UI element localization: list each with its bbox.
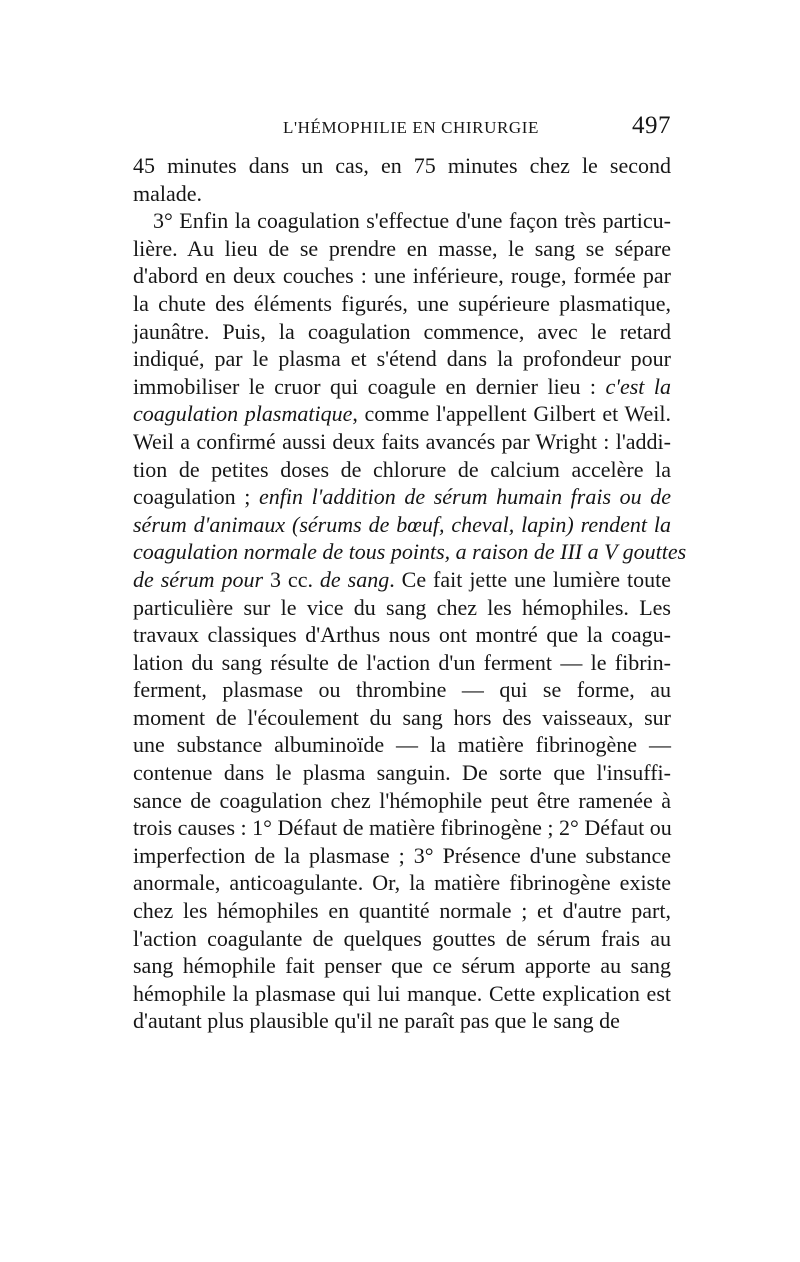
text-run: trois causes : 1° Défaut de matière fibrinogène ; 2° Défaut ou	[133, 815, 672, 841]
text-run: . Ce fait jette une lumière toute	[389, 566, 671, 592]
text-run: jaunâtre. Puis, la coagulation commence, avec le retard	[133, 318, 671, 344]
text-line	[133, 290, 671, 318]
text-line	[133, 980, 671, 1008]
text-run: indiqué, par le plasma et s'étend dans la profondeur pour	[133, 346, 671, 372]
text-line	[133, 538, 687, 566]
text-line	[133, 925, 671, 953]
text-run: malade.	[133, 180, 203, 206]
text-line	[133, 869, 671, 897]
text-line	[133, 594, 671, 622]
text-line	[133, 787, 671, 815]
text-run: ferment, plasmase ou thrombine — qui se forme, au	[133, 677, 671, 703]
text-line	[133, 1007, 671, 1035]
text-line	[133, 814, 671, 842]
text-run: 3 cc.	[269, 566, 320, 592]
running-title: L'HÉMOPHILIE EN CHIRURGIE	[283, 118, 540, 137]
text-run: moment de l'écoulement du sang hors des vaisseaux, sur	[133, 704, 671, 730]
text-line	[133, 456, 671, 484]
text-line	[133, 400, 671, 428]
text-line	[133, 649, 671, 677]
text-run: coagulation ;	[133, 484, 259, 510]
text-run: imperfection de la plasmase ; 3° Présence d'une substance	[133, 842, 671, 868]
text-line	[133, 621, 671, 649]
page-number: 497	[632, 112, 671, 139]
text-line	[133, 428, 671, 456]
text-run: Weil a confirmé aussi deux faits avancés par Wright : l'addi-	[133, 428, 671, 454]
running-head	[133, 112, 671, 140]
text-run: sance de coagulation chez l'hémophile peut être ramenée à	[133, 787, 671, 813]
text-line	[133, 842, 671, 870]
text-run: 3° Enfin la coagulation s'effectue d'une façon très particu-	[153, 208, 671, 234]
text-run: particulière sur le vice du sang chez les hémophiles. Les	[133, 594, 671, 620]
text-run: l'action coagulante de quelques gouttes de sérum frais au	[133, 925, 671, 951]
text-run: contenue dans le plasma sanguin. De sorte que l'insuffi-	[133, 760, 671, 786]
text-line	[133, 511, 671, 539]
text-line	[133, 318, 671, 346]
text-run: tion de petites doses de chlorure de calcium accelère la	[133, 456, 671, 482]
text-line	[133, 152, 671, 180]
text-run: immobiliser le cruor qui coagule en dernier lieu :	[133, 373, 606, 399]
text-run: une substance albuminoïde — la matière fibrinogène —	[133, 732, 671, 758]
text-run: chez les hémophiles en quantité normale ; et d'autre part,	[133, 898, 671, 924]
italic-text-run: coagulation plasmatique	[133, 401, 353, 427]
text-run: 45 minutes dans un cas, en 75 minutes chez le second	[133, 153, 671, 178]
text-line	[133, 235, 671, 263]
text-line	[133, 704, 671, 732]
text-run: anormale, anticoagulante. Or, la matière fibrinogène existe	[133, 870, 671, 896]
body-text	[133, 152, 687, 1035]
text-run: hémophile la plasmase qui lui manque. Cette explication est	[133, 980, 671, 1006]
italic-text-run: enfin l'addition de sérum humain frais ou de	[258, 484, 672, 510]
text-run: lation du sang résulte de l'action d'un ferment — le fibrin-	[133, 649, 671, 675]
text-line	[133, 483, 671, 511]
italic-text-run: coagulation normale de tous points, a raison de III a V gouttes	[133, 539, 687, 565]
text-line	[133, 897, 671, 925]
text-run: travaux classiques d'Arthus nous ont montré que la coagu-	[133, 622, 671, 648]
text-line	[133, 566, 671, 594]
text-run: d'abord en deux couches : une inférieure, rouge, formée par	[133, 263, 671, 289]
text-line	[133, 345, 671, 373]
text-line	[133, 207, 671, 235]
italic-text-run: de sérum pour	[133, 566, 270, 592]
text-run: la chute des éléments figurés, une supérieure plasmatique,	[133, 290, 671, 316]
text-run: d'autant plus plausible qu'il ne paraît pas que le sang de	[133, 1008, 620, 1034]
text-line	[133, 676, 671, 704]
text-run: lière. Au lieu de se prendre en masse, le sang se sépare	[133, 235, 671, 261]
italic-text-run: c'est la	[605, 373, 671, 399]
text-run: sang hémophile fait penser que ce sérum apporte au sang	[133, 953, 671, 979]
italic-text-run: de sang	[319, 566, 390, 592]
text-line	[133, 759, 671, 787]
text-run: , comme l'appellent Gilbert et Weil.	[352, 401, 672, 427]
text-line	[133, 952, 671, 980]
text-line	[133, 180, 671, 208]
text-line	[133, 731, 671, 759]
italic-text-run: sérum d'animaux (sérums de bœuf, cheval, lapin) rendent la	[133, 511, 671, 537]
text-line	[133, 262, 671, 290]
text-line	[133, 373, 671, 401]
